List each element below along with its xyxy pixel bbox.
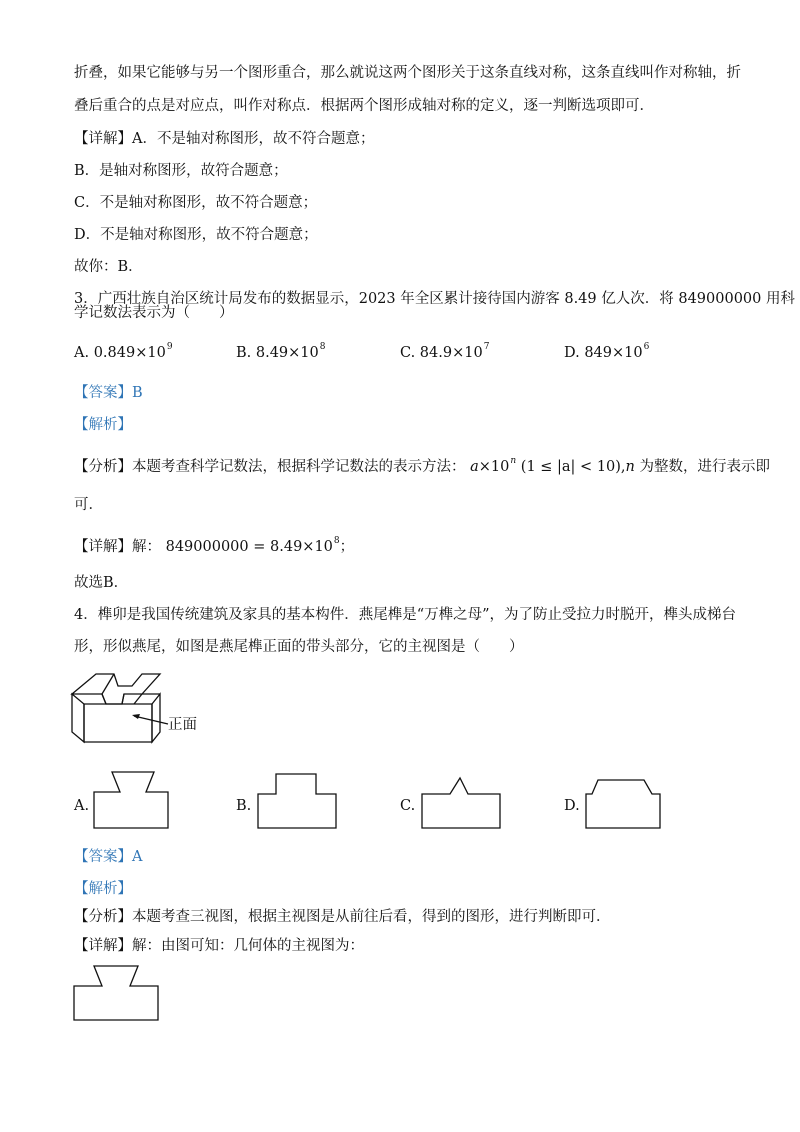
- text-line: 叠后重合的点是对应点，叫作对称点．根据两个图形成轴对称的定义，逐一判断选项即可．: [74, 98, 654, 114]
- formula-exponent: n: [510, 456, 517, 466]
- text-line: 折叠，如果它能够与另一个图形重合，那么就说这两个图形关于这条直线对称，这条直线叫作对称轴，折: [74, 65, 741, 81]
- detail-text: 【详解】解：由图可知：几何体的主视图为：: [74, 938, 364, 954]
- option-b-figure: [256, 772, 336, 830]
- option-b-label: B.: [236, 798, 252, 814]
- text-line: 故你：B．: [74, 259, 143, 275]
- option-d-figure: [584, 772, 664, 830]
- front-label: 正面: [168, 717, 197, 733]
- option-value: 0.849×10: [93, 345, 166, 361]
- formula-comma: ,: [620, 459, 626, 475]
- option-label: A.: [74, 345, 90, 361]
- detail-prefix: 【详解】解：: [74, 539, 161, 555]
- option-value: 84.9×10: [419, 345, 483, 361]
- detail-exponent: 8: [333, 536, 340, 546]
- analysis-text: 【分析】本题考查三视图，根据主视图是从前往后看，得到的图形，进行判断即可．: [74, 909, 611, 925]
- option-d-label: D.: [564, 798, 580, 814]
- answer-tag: 【答案】A: [74, 849, 143, 865]
- answer-main-view-figure: [72, 964, 162, 1024]
- formula-n: n: [625, 459, 635, 475]
- option-value: 8.49×10: [255, 345, 319, 361]
- question-4-stem-line2: 形，形似燕尾，如图是燕尾榫正面的带头部分，它的主视图是（ ）: [74, 639, 524, 655]
- answer-tag: 【答案】B: [74, 385, 143, 401]
- analysis-end: 可．: [74, 497, 103, 513]
- question-4-stem: 4．榫卯是我国传统建筑及家具的基本构件．燕尾榫是“万榫之母”，为了防止受拉力时脱开，榫头成梯台: [74, 607, 737, 623]
- option-c: [400, 337, 489, 363]
- text-line: D．不是轴对称图形，故不符合题意；: [74, 227, 318, 243]
- option-exponent: 8: [319, 342, 326, 352]
- formula-times: ×10: [478, 459, 510, 475]
- option-c-figure: [420, 772, 504, 830]
- text-line: 【详解】A．不是轴对称图形，故不符合题意；: [74, 131, 375, 147]
- stem-text: 学记数法表示为（ ）: [74, 305, 234, 321]
- analysis-tag: 【解析】: [74, 881, 132, 897]
- text-line: C．不是轴对称图形，故不符合题意；: [74, 195, 318, 211]
- text-line: B．是轴对称图形，故符合题意；: [74, 163, 288, 179]
- formula-condition: (1 ≤ |a| < 10): [520, 459, 621, 475]
- option-label: D.: [564, 345, 580, 361]
- option-a-label: A.: [74, 798, 90, 814]
- analysis-prefix: 【分析】本题考查科学记数法，根据科学记数法的表示方法：: [74, 459, 466, 475]
- analysis-suffix: 为整数，进行表示即: [639, 459, 770, 475]
- option-d: [564, 337, 649, 363]
- option-label: B.: [236, 345, 252, 361]
- option-a-figure: [92, 770, 172, 830]
- analysis-text: [74, 451, 770, 477]
- analysis-tag: 【解析】: [74, 417, 132, 433]
- option-exponent: 6: [643, 342, 650, 352]
- option-exponent: 7: [483, 342, 490, 352]
- conclusion: 故选B．: [74, 575, 129, 591]
- option-value: 849×10: [584, 345, 643, 361]
- detail-semicolon: ；: [339, 539, 355, 555]
- option-exponent: 9: [166, 342, 173, 352]
- formula-a: a: [470, 459, 479, 475]
- question-3-stem: 3．广西壮族自治区统计局发布的数据显示，2023 年全区累计接待国内游客 8.49 亿人次．将 849000000 用科: [74, 291, 795, 307]
- option-label: C.: [400, 345, 416, 361]
- option-c-label: C.: [400, 798, 416, 814]
- detail-text: [74, 531, 354, 557]
- detail-equation: 849000000 = 8.49×10: [165, 539, 333, 555]
- option-a: [74, 337, 173, 363]
- question-3-stem-line2: [74, 303, 234, 323]
- option-b: [236, 337, 326, 363]
